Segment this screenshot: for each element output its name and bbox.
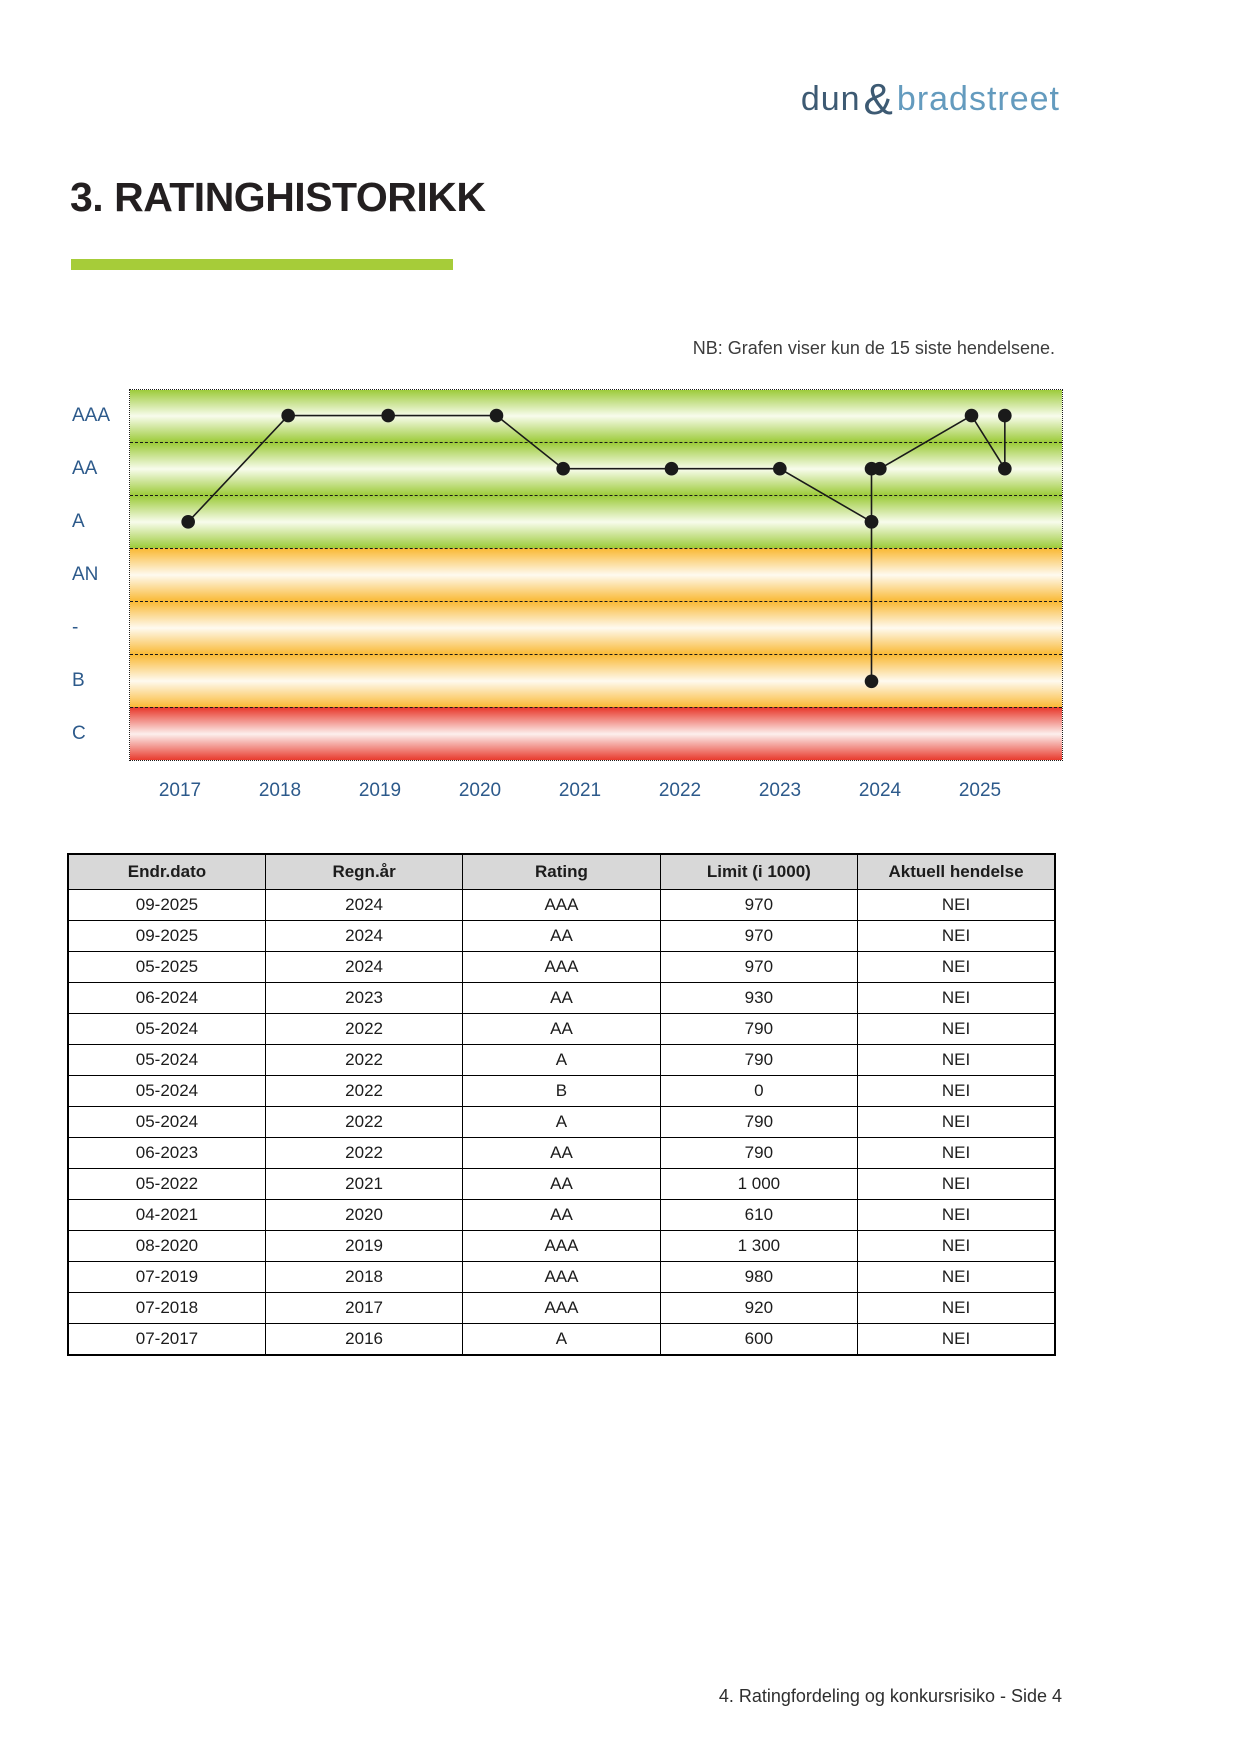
table-cell: 07-2018 — [68, 1293, 265, 1324]
table-cell: 2016 — [265, 1324, 462, 1356]
table-row — [68, 1231, 1055, 1262]
table-row — [68, 1138, 1055, 1169]
table-cell: NEI — [858, 1293, 1055, 1324]
table-cell: 05-2024 — [68, 1076, 265, 1107]
table-cell: NEI — [858, 1324, 1055, 1356]
table-cell: 05-2022 — [68, 1169, 265, 1200]
table-cell: AAA — [463, 952, 660, 983]
rating-history-chart — [72, 389, 1063, 801]
y-axis-label-B: B — [72, 670, 85, 692]
table-cell: NEI — [858, 1107, 1055, 1138]
table-header — [68, 854, 1055, 890]
table-row — [68, 952, 1055, 983]
table-row — [68, 921, 1055, 952]
table-cell: NEI — [858, 1200, 1055, 1231]
table-cell: AA — [463, 1200, 660, 1231]
table-cell: 05-2025 — [68, 952, 265, 983]
table-cell: 2017 — [265, 1293, 462, 1324]
table-row — [68, 1045, 1055, 1076]
table-cell: 1 300 — [660, 1231, 857, 1262]
column-header: Aktuell hendelse — [858, 854, 1055, 890]
table-row — [68, 1200, 1055, 1231]
rating-line-plot — [129, 389, 1063, 761]
table-row — [68, 890, 1055, 921]
table-cell: NEI — [858, 1076, 1055, 1107]
rating-point-06-2023-AA — [773, 462, 787, 476]
table-cell: 1 000 — [660, 1169, 857, 1200]
table-body — [68, 890, 1055, 1356]
x-axis-label-2017: 2017 — [158, 780, 202, 801]
table-cell: NEI — [858, 1045, 1055, 1076]
table-cell: 790 — [660, 1014, 857, 1045]
x-axis-label-2024: 2024 — [858, 780, 902, 801]
table-cell: NEI — [858, 890, 1055, 921]
table-cell: 2022 — [265, 1107, 462, 1138]
x-axis-label-2025: 2025 — [958, 780, 1002, 801]
table-header-row — [68, 854, 1055, 890]
table-cell: 0 — [660, 1076, 857, 1107]
logo-text-bradstreet: bradstreet — [896, 79, 1060, 118]
rating-point-06-2024-AA — [873, 462, 887, 476]
x-axis-label-2018: 2018 — [258, 780, 302, 801]
rating-point-09-2025-AA — [998, 462, 1012, 476]
table-cell: AA — [463, 1014, 660, 1045]
table-row — [68, 1262, 1055, 1293]
y-axis-label-AA: AA — [72, 457, 98, 479]
table-cell: 2024 — [265, 890, 462, 921]
table-cell: 07-2019 — [68, 1262, 265, 1293]
table-cell: NEI — [858, 1169, 1055, 1200]
table-cell: AAA — [463, 1293, 660, 1324]
table-cell: 05-2024 — [68, 1045, 265, 1076]
x-axis-label-2019: 2019 — [358, 780, 402, 801]
table-cell: 790 — [660, 1107, 857, 1138]
dun-bradstreet-logo — [801, 74, 1060, 124]
rating-point-05-2022-AA — [665, 462, 679, 476]
table-cell: 05-2024 — [68, 1014, 265, 1045]
rating-line — [188, 416, 1005, 682]
table-cell: NEI — [858, 921, 1055, 952]
table-cell: 2023 — [265, 983, 462, 1014]
table-cell: A — [463, 1324, 660, 1356]
table-cell: 2022 — [265, 1014, 462, 1045]
column-header: Endr.dato — [68, 854, 265, 890]
table-cell: 2021 — [265, 1169, 462, 1200]
table-cell: 610 — [660, 1200, 857, 1231]
rating-history-table — [67, 853, 1056, 1356]
x-axis-labels — [129, 780, 1063, 804]
table-row — [68, 1324, 1055, 1356]
table-cell: 970 — [660, 952, 857, 983]
table-cell: A — [463, 1107, 660, 1138]
table-cell: AAA — [463, 890, 660, 921]
y-axis-label-C: C — [72, 723, 86, 745]
table-cell: 09-2025 — [68, 921, 265, 952]
table-cell: 06-2024 — [68, 983, 265, 1014]
rating-point-05-2025-AAA — [965, 409, 979, 423]
rating-point-05-2024-A — [865, 515, 879, 529]
table-cell: 790 — [660, 1045, 857, 1076]
logo-text-dun: dun — [800, 79, 861, 118]
table-cell: 920 — [660, 1293, 857, 1324]
rating-point-07-2019-AAA — [381, 409, 395, 423]
y-axis-label-AN: AN — [72, 564, 99, 585]
table-cell: 06-2023 — [68, 1138, 265, 1169]
table-cell: AA — [463, 983, 660, 1014]
table-cell: NEI — [858, 1262, 1055, 1293]
table-cell: 2024 — [265, 921, 462, 952]
table-cell: 930 — [660, 983, 857, 1014]
title-underline-bar — [71, 259, 453, 270]
table-row — [68, 1107, 1055, 1138]
table-row — [68, 1076, 1055, 1107]
x-axis-label-2023: 2023 — [758, 780, 802, 801]
table-cell: AA — [463, 1138, 660, 1169]
table-cell: 2022 — [265, 1045, 462, 1076]
table-row — [68, 1169, 1055, 1200]
table-cell: AA — [463, 1169, 660, 1200]
table-cell: 970 — [660, 890, 857, 921]
column-header: Rating — [463, 854, 660, 890]
ampersand-icon: & — [863, 75, 894, 124]
table-cell: 980 — [660, 1262, 857, 1293]
table-cell: 790 — [660, 1138, 857, 1169]
table-cell: 2024 — [265, 952, 462, 983]
rating-point-09-2025-AAA — [998, 409, 1012, 423]
page-title: 3. RATINGHISTORIKK — [70, 174, 486, 220]
chart-note: NB: Grafen viser kun de 15 siste hendelsene. — [692, 338, 1055, 358]
table-cell: 07-2017 — [68, 1324, 265, 1356]
table-cell: AAA — [463, 1262, 660, 1293]
rating-point-07-2018-AAA — [281, 409, 295, 423]
table-cell: A — [463, 1045, 660, 1076]
table-cell: 2018 — [265, 1262, 462, 1293]
table-cell: NEI — [858, 1014, 1055, 1045]
y-axis-label-A: A — [72, 510, 85, 532]
table-row — [68, 983, 1055, 1014]
x-axis-label-2022: 2022 — [658, 780, 702, 801]
column-header: Regn.år — [265, 854, 462, 890]
table-cell: 2022 — [265, 1076, 462, 1107]
table-cell: B — [463, 1076, 660, 1107]
table-cell: 970 — [660, 921, 857, 952]
table-cell: 09-2025 — [68, 890, 265, 921]
page-footer: 4. Ratingfordeling og konkursrisiko - Side 4 — [718, 1686, 1062, 1706]
x-axis-label-2021: 2021 — [558, 780, 602, 801]
rating-point-08-2020-AAA — [490, 409, 504, 423]
y-axis-label-AAA: AAA — [72, 404, 111, 426]
y-axis-labels — [67, 389, 125, 761]
table-cell: AA — [463, 921, 660, 952]
table-cell: NEI — [858, 1231, 1055, 1262]
table-cell: NEI — [858, 983, 1055, 1014]
table-cell: NEI — [858, 1138, 1055, 1169]
x-axis-label-2020: 2020 — [458, 780, 502, 801]
table-row — [68, 1014, 1055, 1045]
table-cell: NEI — [858, 952, 1055, 983]
table-cell: 600 — [660, 1324, 857, 1356]
table-cell: 2022 — [265, 1138, 462, 1169]
table-cell: 05-2024 — [68, 1107, 265, 1138]
y-axis-label--: - — [72, 617, 79, 639]
table-cell: 2020 — [265, 1200, 462, 1231]
table-cell: 04-2021 — [68, 1200, 265, 1231]
column-header: Limit (i 1000) — [660, 854, 857, 890]
table-cell: 2019 — [265, 1231, 462, 1262]
table-row — [68, 1293, 1055, 1324]
table-cell: 08-2020 — [68, 1231, 265, 1262]
rating-point-05-2024-B — [865, 674, 879, 688]
rating-point-07-2017-A — [181, 515, 195, 529]
rating-point-04-2021-AA — [556, 462, 570, 476]
table-cell: AAA — [463, 1231, 660, 1262]
